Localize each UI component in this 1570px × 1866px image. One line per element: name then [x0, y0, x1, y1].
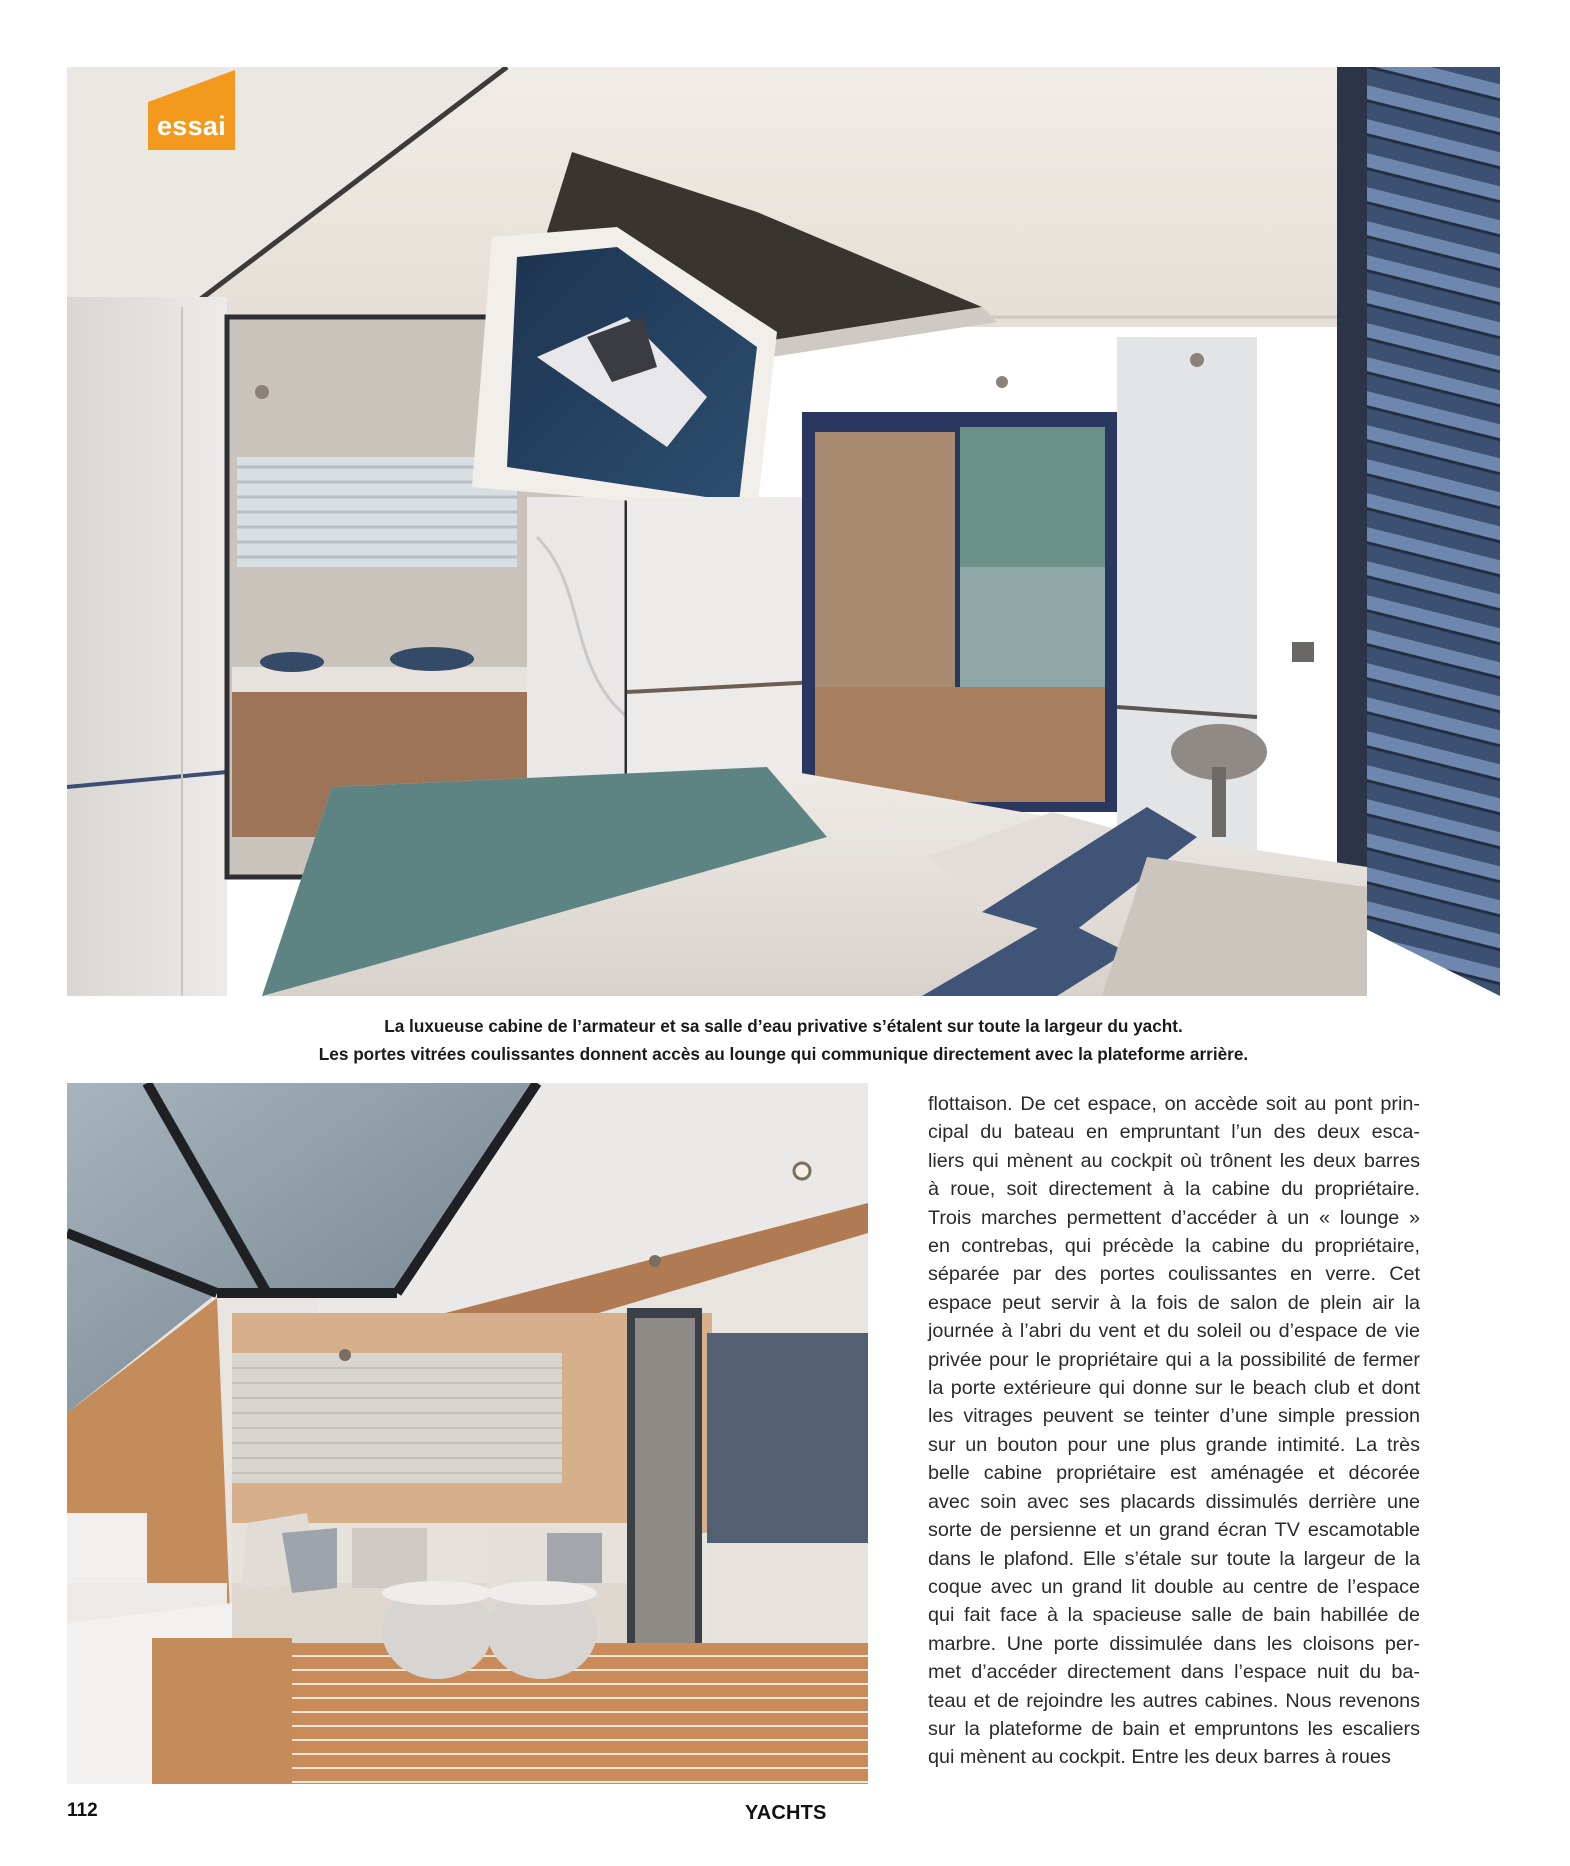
- article-line: teau et de rejoindre les autres cabines. Nous revenons: [928, 1689, 1420, 1712]
- section-tag-label: essai: [156, 111, 227, 141]
- photo-caption: [67, 1012, 1500, 1068]
- article-line: journée à l’abri du vent et du soleil ou d’espace de vie: [928, 1320, 1420, 1343]
- owner-cabin-photo: [67, 67, 1500, 996]
- article-line: en contrebas, qui précède la cabine du propriétaire,: [928, 1235, 1420, 1258]
- article-body: [928, 1090, 1420, 1772]
- article-line: belle cabine propriétaire est aménagée et décorée: [928, 1462, 1420, 1485]
- article-line: dans le plafond. Elle s’étale sur toute la largeur de la: [928, 1547, 1420, 1570]
- lounge-illustration: [67, 1083, 868, 1784]
- magazine-name: YACHTS: [745, 1802, 827, 1824]
- article-line: met d’accéder directement dans l’espace nuit du ba-: [928, 1661, 1420, 1684]
- owner-cabin-illustration: [67, 67, 1500, 996]
- article-line: la porte extérieure qui donne sur le beach club et dont: [928, 1377, 1420, 1400]
- article-line: espace peut servir à la fois de salon de plein air la: [928, 1291, 1420, 1314]
- article-line: flottaison. De cet espace, on accède soit au pont prin-: [928, 1093, 1420, 1115]
- caption-line-2: Les portes vitrées coulissantes donnent accès au lounge qui communique directement avec la plateforme arrière.: [318, 1044, 1249, 1064]
- article-line: les vitrages peuvent se teinter d’une simple pression: [928, 1405, 1420, 1428]
- article-line: liers qui mènent au cockpit où trônent les deux barres: [928, 1149, 1420, 1172]
- article-line: séparée par des portes coulissantes en verre. Cet: [928, 1263, 1420, 1286]
- article-line: qui fait face à la spacieuse salle de bain habillée de: [928, 1604, 1420, 1627]
- page-number: 112: [67, 1800, 98, 1821]
- article-line: cipal du bateau en empruntant l’un des deux esca-: [928, 1121, 1420, 1144]
- section-tag: [148, 70, 235, 150]
- caption-line-1: La luxueuse cabine de l’armateur et sa salle d’eau privative s’étalent sur toute la largeur du yacht.: [384, 1016, 1183, 1036]
- article-line: sorte de persienne et un grand écran TV escamotable: [928, 1519, 1420, 1542]
- article-line: avec soin avec ses placards dissimulés derrière une: [928, 1490, 1420, 1513]
- lounge-photo: [67, 1083, 868, 1784]
- article-line: coque avec un grand lit double au centre de l’espace: [928, 1575, 1420, 1598]
- article-line: sur un bouton pour une plus grande intimité. La très: [928, 1433, 1420, 1456]
- article-line: marbre. Une porte dissimulée dans les cloisons per-: [928, 1632, 1420, 1655]
- article-line: Trois marches permettent d’accéder à un « lounge »: [928, 1206, 1420, 1229]
- article-line: qui mènent au cockpit. Entre les deux barres à roues: [928, 1746, 1391, 1769]
- article-line: à roue, soit directement à la cabine du propriétaire.: [928, 1178, 1420, 1201]
- article-line: sur la plateforme de bain et empruntons les escaliers: [928, 1717, 1420, 1740]
- article-line: privée pour le propriétaire qui a la possibilité de fermer: [928, 1348, 1420, 1371]
